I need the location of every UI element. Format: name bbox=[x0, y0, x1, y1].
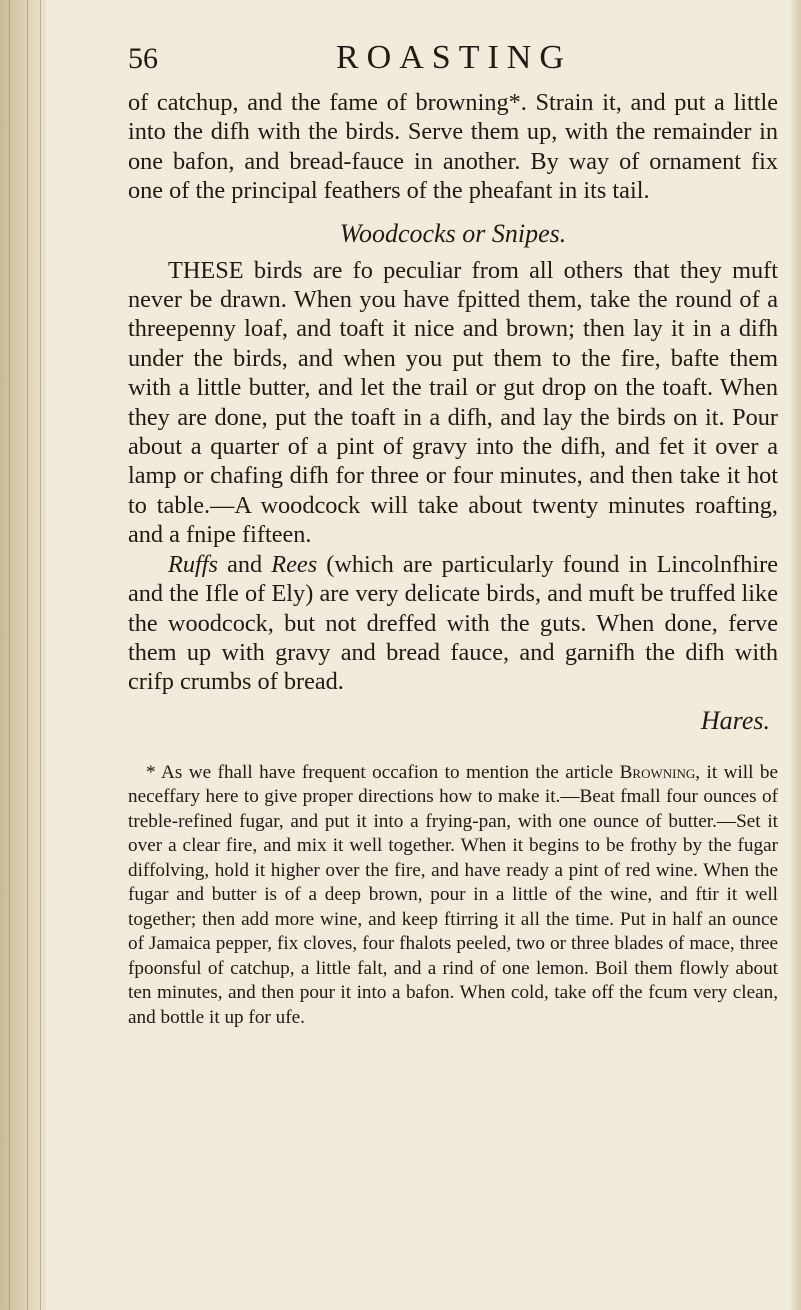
section-heading-woodcocks: Woodcocks or Snipes. bbox=[339, 218, 567, 248]
page-header bbox=[128, 36, 778, 88]
page-edge bbox=[791, 0, 801, 1310]
binding-thread bbox=[40, 0, 41, 1310]
continued-paragraph: of catchup, and the fame of browning*. Strain it, and put a little into the difh with the birds. Serve them up, with the remainder in one bafon, and bread-fauce in another. By way of ornament fix one of the principal feathers of the pheafant in its tail. bbox=[128, 89, 778, 205]
woodcocks-paragraph: THESE birds are fo peculiar from all others that they muft never be drawn. When you have fpitted them, take the round of a threepenny loaf, and toaft it nice and brown; then lay it in a difh under the birds, and when you put them to the fire, bafte them with a little butter, and let the trail or gut drop on the toaft. When they are done, put the toaft in a difh, and lay the birds on it. Pour about a quarter of a pint of gravy into the difh, and fet it over a lamp or chafing difh for three or four minutes, and then take it hot to table.—A woodcock will take about twenty minutes roafting, and a fnipe fifteen. bbox=[128, 256, 778, 549]
footnote bbox=[128, 761, 778, 1031]
section-heading-hares: Hares. bbox=[700, 705, 770, 735]
conjunction: and bbox=[217, 550, 272, 578]
running-head: ROASTING bbox=[336, 39, 572, 76]
book-binding bbox=[0, 0, 46, 1310]
ruffs-paragraph bbox=[128, 550, 778, 697]
footnote-lead: * As we fhall have frequent occafion to mention the article bbox=[146, 761, 620, 783]
binding-thread bbox=[27, 0, 28, 1310]
footnote-text: , it will be neceffary here to give proper directions how to make it.—Beat fmall four ounces of treble-refined fugar, and put it into a frying-pan, with one ounce of butter.—Set it over a clear fire, and mix it well together. When it begins to be frothy by the fugar diffolving, hold it higher over the fire, and have ready a pint of red wine. When the fugar and butter is of a deep brown, pour in a little of the wine, and ftir it well together; then add more wine, and keep ftirring it all the time. Put in half an ounce of Jamaica pepper, fix cloves, four fhalots peeled, two or three blades of mace, three fpoonsful of catchup, a little falt, and a rind of one lemon. Boil them flowly about ten minutes, and then pour it into a bafon. When cold, take off the fcum very clean, and bottle it up for ufe. bbox=[128, 761, 778, 1028]
book-page bbox=[128, 36, 778, 1030]
ruffs-text: (which are particularly found in Lincolnfhire and the Ifle of Ely) are very delicate birds, and muft be truffed like the woodcock, but not dreffed with the guts. When done, ferve them up with gravy and bread fauce, and garnifh the difh with crifp crumbs of bread. bbox=[128, 550, 779, 696]
term-ruffs: Ruffs bbox=[168, 550, 218, 578]
binding-thread bbox=[9, 0, 10, 1310]
term-rees: Rees bbox=[271, 550, 318, 578]
footnote-term: Browning bbox=[619, 761, 696, 783]
main-text bbox=[128, 88, 778, 737]
footnote-paragraph bbox=[128, 761, 778, 1031]
page-number: 56 bbox=[128, 42, 158, 75]
